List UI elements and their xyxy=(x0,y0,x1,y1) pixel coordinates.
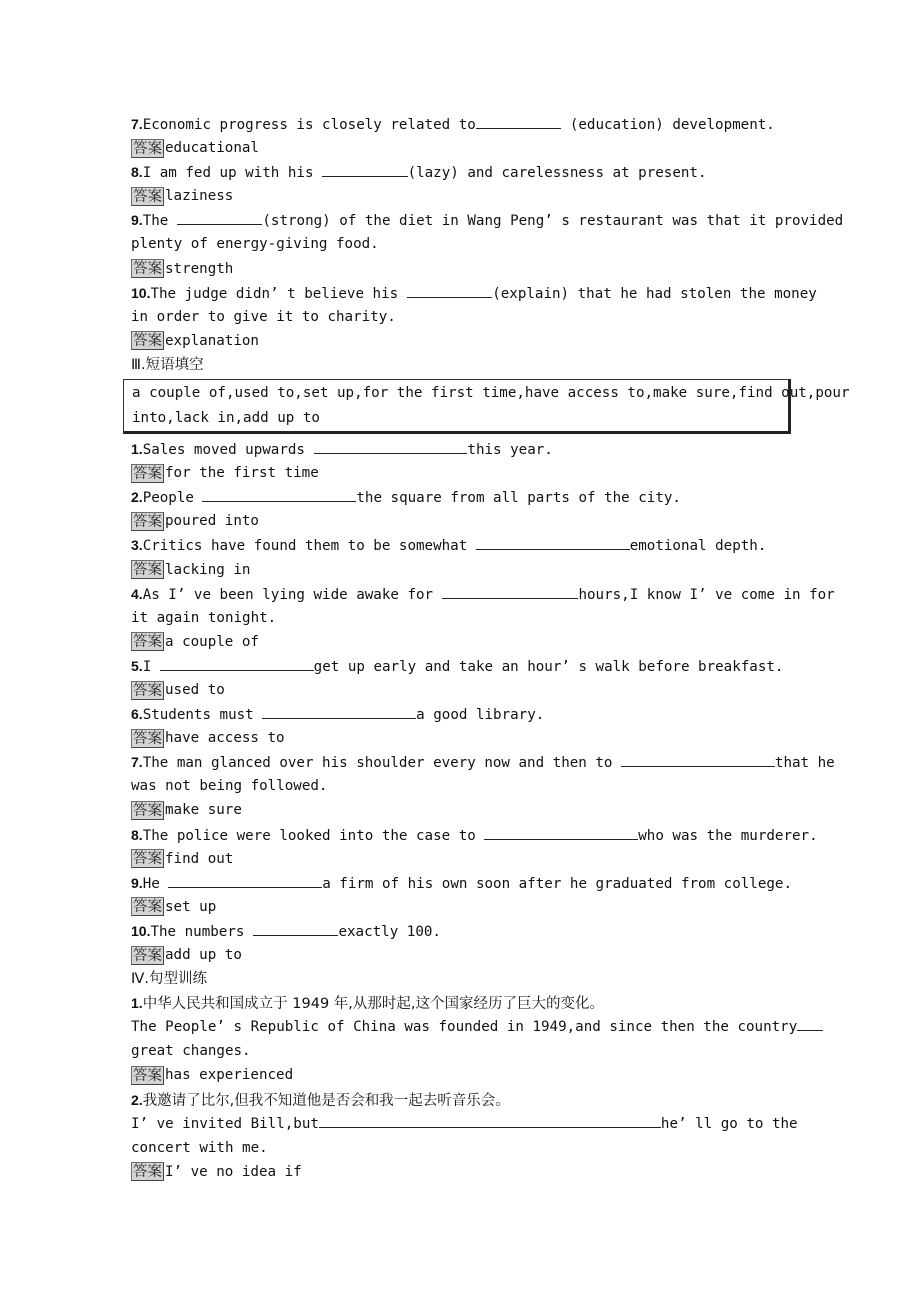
question-line xyxy=(131,1015,798,1039)
question-text: Critics have found them to be somewhat xyxy=(142,538,476,555)
answer-blank[interactable] xyxy=(168,873,322,888)
question-line xyxy=(131,305,793,329)
answer-text: a couple of xyxy=(165,633,259,650)
phrase-bank-line: into,lack in,add up to xyxy=(132,409,320,426)
question-line xyxy=(131,871,793,895)
answer-blank[interactable] xyxy=(262,704,416,719)
section-word-forms xyxy=(131,112,844,353)
answer-text: find out xyxy=(165,850,234,867)
answer-badge: 答案 xyxy=(133,851,162,868)
question-number: 9. xyxy=(131,874,143,891)
chinese-prompt xyxy=(131,1088,793,1112)
question-text: he’ ll go to the xyxy=(660,1115,798,1132)
question-line xyxy=(131,774,793,798)
answer-text: explanation xyxy=(165,332,259,349)
answer-row xyxy=(131,798,793,822)
answer-row xyxy=(131,558,793,582)
answer-blank[interactable] xyxy=(322,162,408,177)
answer-badge: 答案 xyxy=(133,1068,162,1085)
answer-row xyxy=(131,1063,793,1087)
answer-badge: 答案 xyxy=(133,634,162,651)
question-number: 6. xyxy=(131,706,143,723)
question-item xyxy=(131,871,793,919)
question-item xyxy=(131,1088,798,1184)
question-text: I am fed up with his xyxy=(142,165,323,182)
answer-text: laziness xyxy=(165,188,234,205)
answer-blank[interactable] xyxy=(442,584,579,599)
answer-row xyxy=(131,257,793,281)
question-line xyxy=(131,485,793,509)
answer-text: strength xyxy=(165,260,234,277)
question-item xyxy=(131,654,793,702)
section-title: Ⅲ.短语填空 xyxy=(131,356,204,373)
question-text: was not being followed. xyxy=(131,778,328,795)
question-text: this year. xyxy=(467,442,553,459)
answer-text: lacking in xyxy=(165,561,251,578)
question-line xyxy=(131,208,844,232)
answer-badge: 答案 xyxy=(133,730,162,747)
question-text: it again tonight. xyxy=(131,609,277,626)
section-phrase-fill xyxy=(131,353,850,967)
answer-blank[interactable] xyxy=(621,752,775,767)
answer-badge: 答案 xyxy=(133,188,162,205)
answer-text: educational xyxy=(165,140,259,157)
question-text: who was the murderer. xyxy=(638,827,818,844)
question-text: exactly 100. xyxy=(338,923,441,940)
question-line xyxy=(131,1112,798,1136)
question-text: As I’ ve been lying wide awake for xyxy=(142,586,442,603)
answer-row xyxy=(131,943,793,967)
chinese-text: 我邀请了比尔,但我不知道他是否会和我一起去听音乐会。 xyxy=(142,1092,510,1109)
answer-blank[interactable] xyxy=(476,114,562,129)
question-line xyxy=(131,533,793,557)
question-text: a good library. xyxy=(416,707,545,724)
question-line xyxy=(131,750,835,774)
answer-blank[interactable] xyxy=(484,825,638,840)
answer-row xyxy=(131,461,793,485)
answer-badge: 答案 xyxy=(133,802,162,819)
question-number: 4. xyxy=(131,585,143,602)
question-text: The man glanced over his shoulder every now and then to xyxy=(142,755,622,772)
question-line xyxy=(131,702,793,726)
question-item xyxy=(131,437,793,485)
answer-text: has experienced xyxy=(165,1067,294,1084)
answer-row xyxy=(131,136,793,160)
answer-text: have access to xyxy=(165,730,285,747)
question-text: Sales moved upwards xyxy=(142,442,314,459)
question-text: get up early and take an hour’ s walk before breakfast. xyxy=(313,658,784,675)
question-line xyxy=(131,1039,793,1063)
answer-badge: 答案 xyxy=(133,1164,162,1181)
worksheet-page xyxy=(131,112,850,1184)
phrase-bank-line: a couple of,used to,set up,for the first time,have access to,make sure,find out,pour xyxy=(132,385,850,402)
question-item xyxy=(131,582,835,654)
question-line xyxy=(131,160,793,184)
question-text: People xyxy=(142,490,203,507)
answer-row xyxy=(131,1160,793,1184)
question-text: in order to give it to charity. xyxy=(131,308,396,325)
question-number: 7. xyxy=(131,116,143,132)
question-number: 5. xyxy=(131,657,143,674)
answer-badge: 答案 xyxy=(133,562,162,579)
question-text: Students must xyxy=(142,707,263,724)
question-text: (strong) of the diet in Wang Peng’ s restaurant was that it provided xyxy=(262,213,844,230)
question-number: 3. xyxy=(131,537,143,554)
question-text: The xyxy=(142,213,177,230)
question-item xyxy=(131,485,793,533)
question-item xyxy=(131,702,793,750)
answer-badge: 答案 xyxy=(133,513,162,530)
answer-text: make sure xyxy=(165,802,242,819)
answer-text: poured into xyxy=(165,513,259,530)
question-line xyxy=(131,281,817,305)
question-text: (explain) that he had stolen the money xyxy=(492,285,817,302)
question-text: The judge didn’ t believe his xyxy=(150,285,407,302)
question-number: 8. xyxy=(131,826,143,843)
question-text: great changes. xyxy=(131,1043,251,1060)
answer-blank[interactable] xyxy=(160,656,314,671)
question-line xyxy=(131,654,793,678)
phrase-bank-box xyxy=(123,379,850,434)
question-item xyxy=(131,281,817,353)
section-title: Ⅳ.句型训练 xyxy=(131,971,207,988)
question-item xyxy=(131,750,835,822)
question-number: 2. xyxy=(131,489,143,506)
answer-row xyxy=(131,329,793,353)
section-sentence-patterns xyxy=(131,967,798,1184)
question-item xyxy=(131,823,818,871)
question-text: The People’ s Republic of China was founded in 1949,and since then the country xyxy=(131,1019,798,1036)
answer-text: for the first time xyxy=(165,465,319,482)
question-line xyxy=(131,606,793,630)
answer-text: set up xyxy=(165,898,217,915)
question-text: the square from all parts of the city. xyxy=(356,490,681,507)
question-line xyxy=(131,823,818,847)
answer-badge: 答案 xyxy=(133,899,162,916)
answer-text: add up to xyxy=(165,947,242,963)
question-text: a firm of his own soon after he graduated from college. xyxy=(322,875,792,892)
question-item xyxy=(131,991,798,1087)
answer-blank[interactable] xyxy=(797,1016,823,1031)
answer-blank[interactable] xyxy=(407,283,493,298)
question-number: 1. xyxy=(131,441,143,458)
question-item xyxy=(131,160,793,208)
answer-blank[interactable] xyxy=(319,1113,661,1128)
answer-row xyxy=(131,847,793,871)
question-text: emotional depth. xyxy=(629,538,767,555)
question-text: I’ ve invited Bill,but xyxy=(131,1115,319,1132)
answer-row xyxy=(131,509,793,533)
question-item xyxy=(131,919,793,967)
question-text: concert with me. xyxy=(131,1139,268,1156)
question-number: 9. xyxy=(131,212,143,229)
question-number: 2. xyxy=(131,1091,143,1108)
answer-blank[interactable] xyxy=(177,210,263,225)
question-text: I xyxy=(142,658,160,675)
question-number: 8. xyxy=(131,164,143,181)
question-line xyxy=(131,437,793,461)
answer-badge: 答案 xyxy=(133,140,162,157)
question-text: The police were looked into the case to xyxy=(142,827,485,844)
chinese-prompt xyxy=(131,991,793,1015)
question-number: 1. xyxy=(131,995,143,1012)
question-line xyxy=(131,112,793,136)
answer-badge: 答案 xyxy=(133,947,162,964)
answer-badge: 答案 xyxy=(133,333,162,350)
answer-text: I’ ve no idea if xyxy=(165,1163,302,1180)
question-text: (education) development. xyxy=(561,117,775,133)
answer-text: used to xyxy=(165,681,225,698)
answer-badge: 答案 xyxy=(133,682,162,699)
question-line xyxy=(131,1136,793,1160)
answer-row xyxy=(131,895,793,919)
question-item xyxy=(131,533,793,581)
answer-badge: 答案 xyxy=(133,261,162,278)
answer-blank[interactable] xyxy=(202,487,356,502)
question-text: (lazy) and carelessness at present. xyxy=(407,165,707,182)
question-number: 7. xyxy=(131,754,143,771)
question-text: He xyxy=(142,875,169,892)
question-text: Economic progress is closely related to xyxy=(142,117,476,133)
question-line xyxy=(131,919,793,943)
answer-blank[interactable] xyxy=(253,921,339,936)
question-number: 10. xyxy=(131,284,151,301)
question-number: 10. xyxy=(131,922,151,939)
answer-blank[interactable] xyxy=(314,439,468,454)
question-line xyxy=(131,582,835,606)
answer-row xyxy=(131,630,793,654)
question-text: that he xyxy=(774,755,835,772)
answer-badge: 答案 xyxy=(133,465,162,482)
answer-row xyxy=(131,678,793,702)
chinese-text: 中华人民共和国成立于 1949 年,从那时起,这个国家经历了巨大的变化。 xyxy=(142,996,605,1013)
question-item xyxy=(131,112,793,160)
question-item xyxy=(131,208,844,280)
answer-row xyxy=(131,726,793,750)
answer-blank[interactable] xyxy=(476,535,630,550)
question-text: hours,I know I’ ve come in for xyxy=(578,586,835,603)
question-text: The numbers xyxy=(150,923,253,940)
question-line xyxy=(131,232,793,256)
question-text: plenty of energy-giving food. xyxy=(131,236,379,253)
answer-row xyxy=(131,184,793,208)
